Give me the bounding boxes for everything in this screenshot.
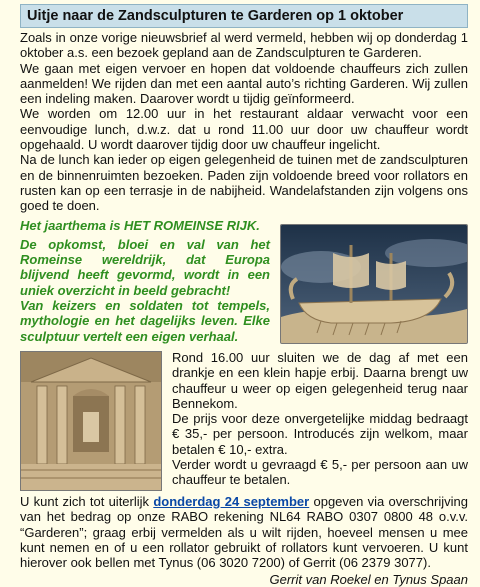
article-title: Uitje naar de Zandsculpturen te Garderen op 1 oktober	[20, 4, 468, 28]
driver-fee-paragraph: Verder wordt u gevraagd € 5,- per persoon aan uw chauffeur te betalen.	[172, 457, 468, 488]
theme-description: De opkomst, bloei en val van het Romeinse wereldrijk, dat Europa blijvend heeft gevormd, wordt in een uniek overzicht in beeld gebracht!	[20, 236, 270, 298]
closing-paragraph: Rond 16.00 uur sluiten we de dag af met een drankje en een klein hapje erbij. Daarna brengt uw chauffeur u weer op eigen gelegenheid terug naar Bennekom.	[172, 349, 468, 411]
theme-heading: Het jaarthema is HET ROMEINSE RIJK.	[20, 217, 260, 233]
signup-intro: U kunt zich tot uiterlijk	[20, 493, 150, 509]
signup-details: opgeven via overschrijving van het bedrag op onze RABO rekening NL64 RABO 0307 0800 48 o.v.v. “Garderen”; graag erbij vermelden als u wilt rijden, hoeveel mensen u mee kunt nemen en of u een rollator gebruikt of rollators kunt vervoeren. U kunt hierover ook bellen met Tynus (06 3020 7200) of Gerrit (06 2379 3077).	[20, 493, 468, 571]
intro-paragraph: Zoals in onze vorige nieuwsbrief al werd vermeld, hebben wij op donderdag 1 oktober a.s. een bezoek gepland aan de Zandsculpturen te Garderen.	[20, 30, 468, 61]
theme-section	[20, 218, 468, 344]
roman-ship-sculpture-image	[281, 225, 467, 343]
sand-temple-photo	[20, 351, 162, 491]
signup-paragraph	[20, 494, 468, 570]
price-paragraph: De prijs voor deze onvergetelijke middag bedraagt € 35,- per persoon. Introducés zijn welkom, maar betalen € 10,- extra.	[172, 411, 468, 457]
signup-deadline: donderdag 24 september	[153, 493, 310, 509]
lunch-paragraph: We worden om 12.00 uur in het restaurant aldaar verwacht voor een eenvoudige lunch, d.w.z. dat u rond 11.00 uur door uw chauffeur wordt opgehaald. U wordt daarover tijdig door uw chauffeur ingelicht.	[20, 106, 468, 153]
roman-temple-sculpture-image	[21, 352, 161, 490]
sand-ship-photo	[280, 224, 468, 344]
theme-text	[20, 218, 270, 344]
signature: Gerrit van Roekel en Tynus Spaan	[269, 572, 468, 587]
practical-text	[172, 350, 468, 491]
practical-section	[20, 350, 468, 491]
transport-paragraph: We gaan met eigen vervoer en hopen dat voldoende chauffeurs zich zullen aanmelden! We rijden dan met een aantal auto’s richting Garderen. Wij zullen een indeling maken. Daarover wordt u tijdig geïnformeerd.	[20, 60, 468, 107]
visit-paragraph: Na de lunch kan ieder op eigen gelegenheid de tuinen met de zandsculpturen en de binnenruimten bezoeken. Paden zijn voldoende breed voor rollators en rusten kan op een terrasje in de nabijheid. Wandelafstanden zijn volgens ons goed te doen.	[20, 152, 468, 214]
theme-details: Van keizers en soldaten tot tempels, mythologie en het dagelijks leven. Elke sculptuur vertelt een eigen verhaal.	[20, 298, 270, 344]
